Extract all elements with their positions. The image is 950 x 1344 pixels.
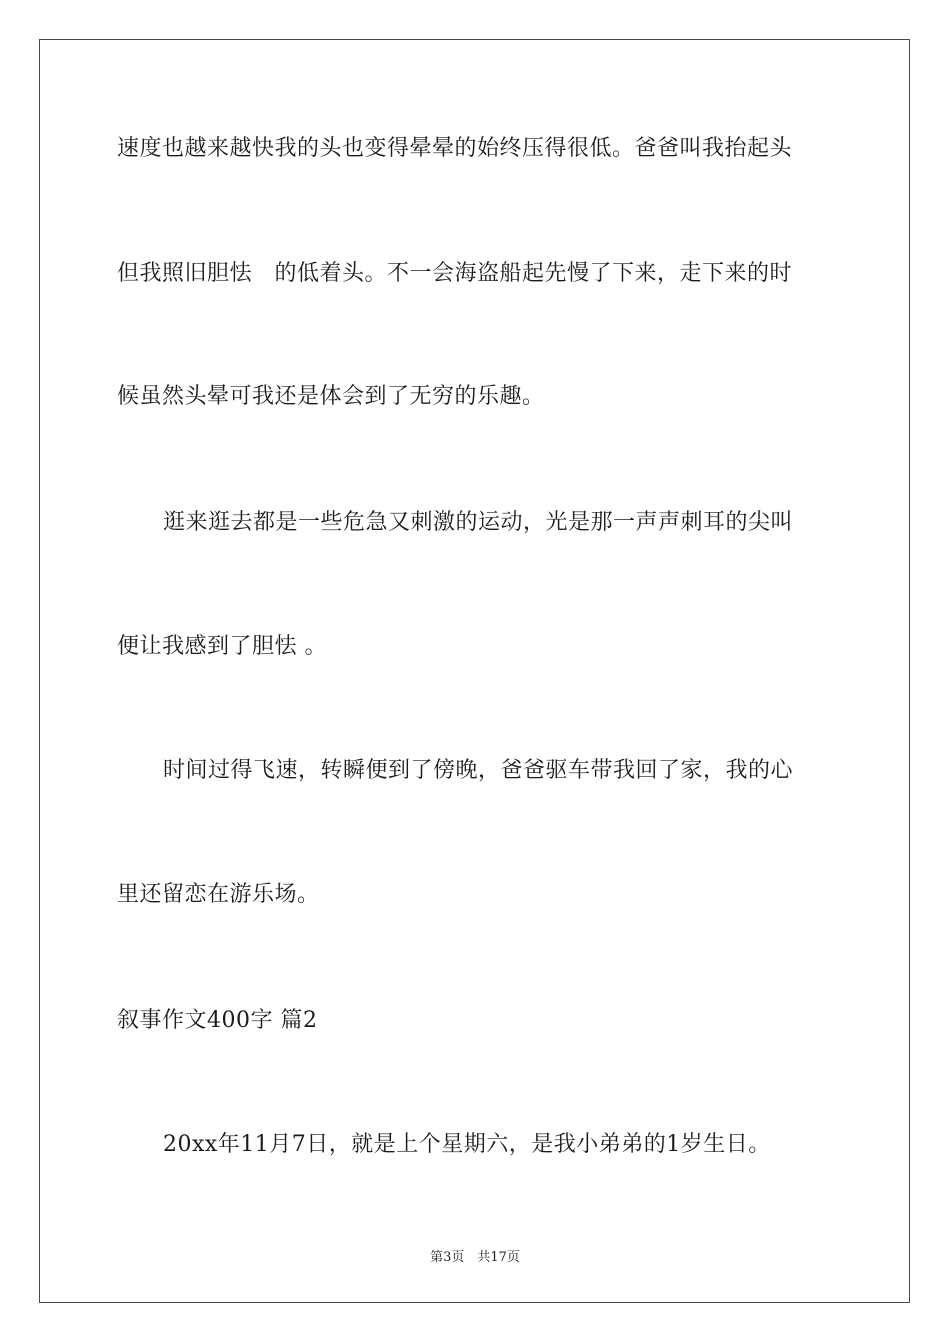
- page-border: [39, 39, 910, 1303]
- paragraph-line-7: 里还留恋在游乐场。: [117, 882, 320, 907]
- paragraph-line-4: 逛来逛去都是一些危急又刺激的运动，光是那一声声刺耳的尖叫: [163, 510, 794, 535]
- paragraph-line-5: 便让我感到了胆怯 。: [117, 634, 327, 659]
- paragraph-line-3: 候虽然头晕可我还是体会到了无穷的乐趣。: [117, 384, 545, 409]
- page-number-footer: 第3页 共17页: [430, 1250, 520, 1265]
- paragraph-line-9: 20xx年11月7日，就是上个星期六，是我小弟弟的1岁生日。: [163, 1132, 771, 1157]
- paragraph-line-6: 时间过得飞速，转瞬便到了傍晚，爸爸驱车带我回了家，我的心: [163, 758, 794, 783]
- section-heading: 叙事作文400字 篇2: [117, 1008, 318, 1033]
- paragraph-line-1: 速度也越来越快我的头也变得晕晕的始终压得很低。爸爸叫我抬起头: [117, 136, 793, 161]
- paragraph-line-2: 但我照旧胆怯 的低着头。不一会海盗船起先慢了下来，走下来的时: [117, 261, 793, 286]
